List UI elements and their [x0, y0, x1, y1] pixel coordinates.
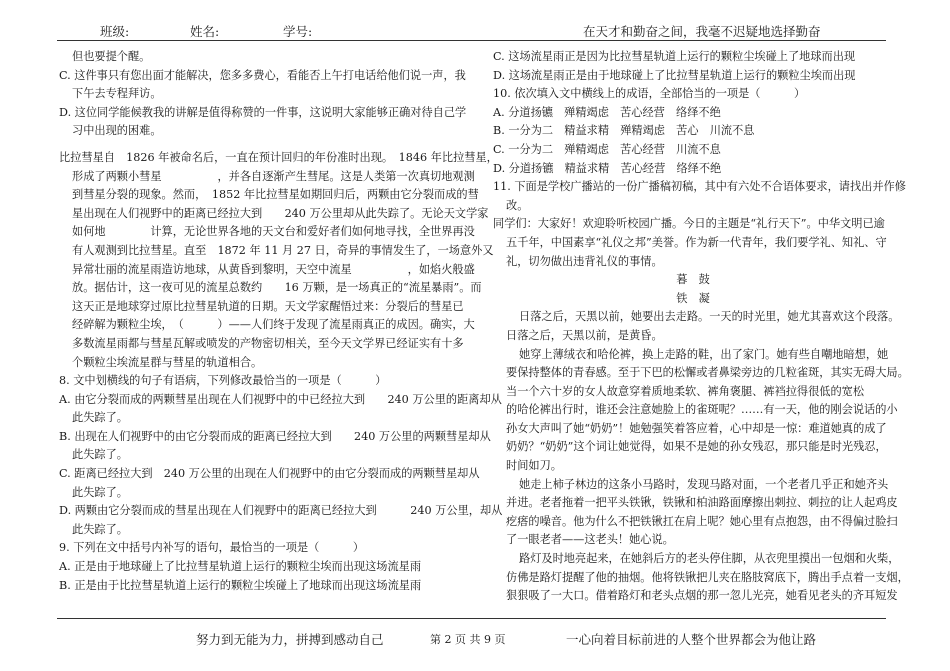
passage-line: 形成了两颗小彗星 ，并各自逐渐产生彗尾。这是人类第一次真切地观测: [72, 169, 475, 183]
story-line: 她走上柿子林边的这条小马路时，发现马路对面，一个老者几乎正和她齐头: [519, 477, 889, 491]
question-11: 11. 下面是学校广播站的一份广播稿初稿，其中有六处不合语体要求，请找出并作修: [493, 180, 906, 194]
class-label: 班级:: [100, 24, 130, 39]
passage-line: 经碎解为颗粒尘埃， （ ）——人们终于发现了流星雨真正的成因。确实，大: [72, 318, 475, 332]
story-line: 仿佛是路灯提醒了他的抽烟。他将铁锹把儿夹在胳肢窝底下，腾出手点着一支烟，: [506, 570, 909, 584]
option-c: C. 这件事只有您出面才能解决，您多多费心，看能否上午打电话给他们说一声，我: [59, 68, 466, 82]
story-line: 日落之后，天黑以前，是黄昏。: [506, 328, 663, 342]
q10-option-b: B. 一分为二 精益求精 殚精竭虑 苦心 川流不息: [493, 124, 755, 138]
text-line: 改。: [506, 198, 529, 212]
question-9: 9. 下列在文中括号内补写的语句，最恰当的一项是（ ）: [59, 541, 365, 555]
story-line: 的哈伦裤出行时，谁还会注意她脸上的雀斑呢？……有一天，他的刚会说话的小: [506, 403, 898, 417]
q10-option-c: C. 一分为二 殚精竭虑 苦心经营 川流不息: [493, 142, 721, 156]
passage-line: 有人观测到比拉彗星。直至 1872 年 11 月 27 日，奇异的事情发生了，一场意外又: [72, 243, 494, 257]
footer-left-motto: 努力到无能为力，拼搏到感动自己: [196, 632, 384, 647]
story-line: 了一眼老者——这老头！她心说。: [506, 533, 674, 547]
story-title: 暮 鼓: [676, 273, 710, 287]
header-motto: 在天才和勤奋之间，我毫不迟疑地选择勤奋: [583, 24, 821, 39]
passage-line: 比拉彗星自 1826 年被命名后，一直在预计回归的年份准时出现。 1846 年比拉彗星，: [59, 150, 498, 164]
right-column: [493, 48, 909, 606]
passage-line: 放。据估计，这一夜可见的流星总数约 16 万颗，是一场真正的“流星暴雨”。而: [72, 281, 482, 295]
story-line: 要保持整体的青春感。至于下巴的松懈或者鼻梁旁边的几粒雀斑，其实无碍大局。: [506, 366, 909, 380]
broadcast-line: 同学们：大家好！欢迎聆听校园广播。今日的主题是“礼行天下”。中华文明已逾: [493, 217, 885, 231]
footer-right-motto: 一心向着目标前进的人整个世界都会为他让路: [566, 632, 817, 647]
story-line: 并进。老者拖着一把平头铁锹，铁锹和柏油路面摩擦出刺拉、刺拉的让人起鸡皮: [506, 496, 898, 510]
left-column: [59, 48, 503, 595]
story-author: 铁 凝: [676, 291, 710, 305]
story-line: 孙女大声叫了她“奶奶”！她勉强笑着答应着，心中却是一惊：难道她真的成了: [506, 421, 887, 435]
q8-option-b: B. 出现在人们视野中的由它分裂而成的距离已经拉大到 240 万公里的两颗彗星却从: [59, 429, 491, 443]
q8-option-d: D. 两颗由它分裂而成的彗星出现在人们视野中的距离已经拉大到 240 万公里，却从: [59, 504, 503, 518]
story-line: 日落之后，天黑以前，她要出去走路。一天的时光里，她尤其喜欢这个段落。: [519, 310, 900, 324]
story-line: 路灯及时地亮起来，在她斜后方的老头停住脚，从衣兜里摸出一包烟和火柴，: [519, 552, 900, 566]
broadcast-line: 礼，切勿做出违背礼仪的事情。: [506, 254, 663, 268]
text-line: 此失踪了。: [72, 485, 128, 499]
passage-line: 到彗星分裂的现象。然而， 1852 年比拉彗星如期回归后，两颗由它分裂而成的彗: [72, 188, 479, 202]
story-line: 奶奶？“奶奶”这个词让她觉得，如果不是她的孙女残忍，那只能是时光残忍，: [506, 440, 887, 454]
footer-divider: [57, 618, 886, 619]
q10-option-a: A. 分道扬镳 殚精竭虑 苦心经营 络绎不绝: [493, 105, 721, 119]
question-10: 10. 依次填入文中横线上的成语，全部恰当的一项是（ ）: [493, 87, 806, 101]
text-line: 此失踪了。: [72, 411, 128, 425]
passage-line: 异常壮丽的流星雨造访地球，从黄昏到黎明，天空中流星 ，如焰火般盛: [72, 262, 475, 276]
option-d: D. 这位同学能候教我的讲解是值得称赞的一件事，这说明大家能够正确对待自己学: [59, 105, 467, 119]
q8-option-c: C. 距离已经拉大到 240 万公里的出现在人们视野中的由它分裂而成的两颗彗星却从: [59, 467, 480, 481]
q9-option-a: A. 正是由于地球碰上了比拉彗星轨道上运行的颗粒尘埃而出现这场流星雨: [59, 560, 422, 574]
q9-option-d: D. 这场流星雨正是由于地球碰上了比拉彗星轨道上运行的颗粒尘埃而出现: [493, 68, 856, 82]
passage-line: 多数流星雨都与彗星瓦解或喷发的产物密切相关，至今天文学界已经证实有十多: [72, 336, 464, 350]
story-line: 疙瘩的噪音。他为什么不把铁锹扛在肩上呢？她心里有点抱怨，由不得偏过脸扫: [506, 514, 898, 528]
passage-line: 如何地 计算，无论世界各地的天文台和爱好者们如何地寻找，全世界再没: [72, 225, 475, 239]
header-divider: [57, 40, 886, 41]
name-label: 姓名:: [190, 24, 220, 39]
student-id-label: 学号:: [283, 24, 313, 39]
q10-option-d: D. 分道扬镳 精益求精 苦心经营 络绎不绝: [493, 161, 722, 175]
passage-line: 星出现在人们视野中的距离已经拉大到 240 万公里却从此失踪了。无论天文学家: [72, 206, 489, 220]
page-number: 第 2 页 共 9 页: [430, 633, 506, 646]
story-line: 狠狠吸了一大口。借着路灯和老头点烟的那一忽儿光亮，她看见老头的齐耳短发: [506, 589, 898, 603]
story-line: 当一个六十岁的女人故意穿着质地柔软、裤角褒腿、裤裆拉得很低的宽松: [506, 384, 865, 398]
passage-line: 这天正是地球穿过原比拉彗星轨道的日期。天文学家醒悟过来：分裂后的彗星已: [72, 299, 464, 313]
q8-option-a: A. 由它分裂而成的两颗彗星出现在人们视野中的中已经拉大到 240 万公里的距离却从: [59, 392, 502, 406]
passage-line: 个颗粒尘埃流星群与彗星的轨道相合。: [72, 355, 263, 369]
text-line: 但也要提个醒。: [72, 50, 151, 63]
story-line: 时间如刀。: [506, 459, 562, 473]
text-line: 此失踪了。: [72, 448, 128, 462]
q9-option-b: B. 正是由于比拉彗星轨道上运行的颗粒尘埃碰上了地球而出现这场流星雨: [59, 578, 422, 592]
story-line: 她穿上薄绒衣和哈伦裤，换上走路的鞋，出了家门。她有些自嘲地暗想，她: [519, 347, 889, 361]
question-8: 8. 文中划横线的句子有语病，下列修改最恰当的一项是（ ）: [59, 374, 387, 388]
text-line: 下午去专程拜访。: [72, 87, 162, 101]
broadcast-line: 五千年，中国素享“礼仪之邦”美誉。作为新一代青年，我们要学礼、知礼、守: [506, 235, 887, 249]
text-line: 习中出现的困难。: [72, 124, 162, 138]
q9-option-c: C. 这场流星雨正是因为比拉彗星轨道上运行的颗粒尘埃碰上了地球而出现: [493, 50, 856, 63]
text-line: 此失踪了。: [72, 522, 128, 536]
